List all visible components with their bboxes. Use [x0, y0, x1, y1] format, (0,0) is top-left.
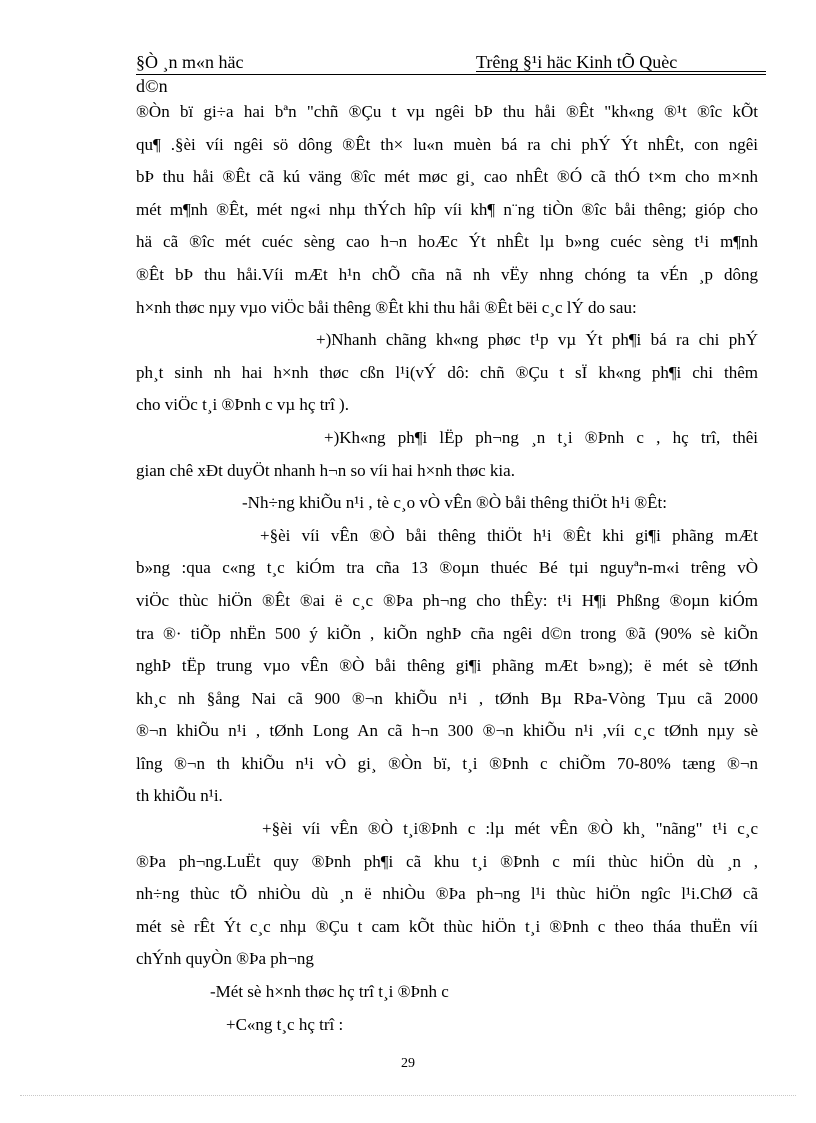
text-line: ®Òn bï gi÷a hai bªn "chñ ®Çu t vµ ngêi bÞ thu håi ®Êt "kh«ng ®¹t ®îc kÕt [136, 102, 758, 121]
text-line: mét sè rÊt Ýt c¸c nhµ ®Çu t cam kÕt thùc hiÖn t¸i ®Þnh c theo tháa thuËn víi [136, 916, 758, 936]
text-line: +§èi víi vÊn ®Ò båi thêng thiÖt h¹i ®Êt khi gi¶i phãng mÆt [260, 525, 758, 545]
text-line: +§èi víi vÊn ®Ò t¸i®Þnh c :lµ mét vÊn ®Ò kh¸ "nãng" t¹i c¸c [262, 819, 758, 839]
text-line: ®Þa ph¬ng.LuËt quy ®Þnh ph¶i cã khu t¸i ®Þnh c míi thùc hiÖn dù ¸n , [136, 851, 758, 871]
text-line: b»ng :qua c«ng t¸c kiÓm tra cña 13 ®oµn thuéc Bé tµi nguyªn-m«i trêng vÒ [136, 558, 758, 578]
text-line: cho viÖc t¸i ®Þnh c vµ hç trî ). [136, 395, 349, 415]
text-line: ph¸t sinh nh hai h×nh thøc cßn l¹i(vÝ dô: chñ ®Çu t sÏ kh«ng ph¶i chi thêm [136, 362, 758, 382]
text-line: nghÞ tËp trung vµo vÊn ®Ò båi thêng gi¶i phãng mÆt b»ng); ë mét sè tØnh [136, 656, 758, 676]
text-line: +)Kh«ng ph¶i lËp ph¬ng ¸n t¸i ®Þnh c , hç trî, thêi [324, 427, 758, 447]
text-line: viÖc thùc hiÖn ®Êt ®ai ë c¸c ®Þa ph¬ng cho thÊy: t¹i H¶i Phßng ®oµn kiÓm [136, 590, 758, 610]
text-line: nh÷ng thùc tÕ nhiÒu dù ¸n ë nhiÒu ®Þa ph¬ng l¹i thùc hiÖn ngîc l¹i.ChØ cã [136, 884, 758, 904]
text-line: tra ®· tiÕp nhËn 500 ý kiÕn , kiÕn nghÞ cña ngêi d©n trong ®ã (90% sè kiÕn [136, 623, 758, 643]
body-text [136, 96, 758, 1041]
text-line: kh¸c nh §ång Nai cã 900 ®¬n khiÕu n¹i , tØnh Bµ RÞa-Vòng Tµu cã 2000 [136, 688, 758, 708]
text-line: qu¶ .§èi víi ngêi sö dông ®Êt th× lu«n muèn bá ra chi phÝ Ýt nhÊt, con ngêi [136, 134, 758, 154]
text-line: h×nh thøc nµy vµo viÖc båi thêng ®Êt khi thu håi ®Êt bëi c¸c lÝ do sau: [136, 297, 637, 317]
page-number: 29 [401, 1056, 415, 1071]
text-line: -Mét sè h×nh thøc hç trî t¸i ®Þnh c [210, 982, 449, 1002]
header-right: Trêng §¹i häc Kinh tÕ Quèc [476, 52, 678, 72]
text-line: chÝnh quyÒn ®Þa ph¬ng [136, 949, 314, 969]
header-sub: d©n [136, 76, 168, 96]
text-line: ®¬n khiÕu n¹i , tØnh Long An cã h¬n 300 ®¬n khiÕu n¹i ,víi c¸c tØnh nµy sè [136, 721, 758, 741]
header-rule [476, 71, 766, 72]
text-line: bÞ thu håi ®Êt cã kú väng ®îc mét møc gi¸ cao nhÊt ®Ó cã thÓ t×m cho m×nh [136, 167, 758, 187]
text-line: mét m¶nh ®Êt, mét ng«i nhµ thÝch hîp víi kh¶ n¨ng tiÒn ®îc båi thêng; gióp cho [136, 199, 758, 219]
header-left: §Ò ¸n m«n häc [136, 52, 244, 72]
text-line: th khiÕu n¹i. [136, 786, 223, 806]
text-line: hä cã ®îc mét cuéc sèng cao h¬n hoÆc Ýt nhÊt lµ b»ng cuéc sèng t¹i m¶nh [136, 232, 758, 252]
page-bottom-rule [20, 1095, 796, 1096]
text-line: +C«ng t¸c hç trî : [226, 1014, 344, 1034]
text-line: gian chê xÐt duyÖt nhanh h¬n so víi hai h×nh thøc kia. [136, 460, 515, 480]
text-line: -Nh÷ng khiÕu n¹i , tè c¸o vÒ vÊn ®Ò båi thêng thiÖt h¹i ®Êt: [242, 493, 667, 513]
text-line: lîng ®¬n th khiÕu n¹i vÒ gi¸ ®Òn bï, t¸i ®Þnh c chiÕm 70-80% tæng ®¬n [136, 753, 758, 773]
text-line: ®Êt bÞ thu håi.Víi mÆt h¹n chÕ cña nã nh vËy nhng chóng ta vÉn ¸p dông [136, 264, 758, 284]
text-line: +)Nhanh chãng kh«ng phøc t¹p vµ Ýt ph¶i bá ra chi phÝ [316, 330, 758, 350]
